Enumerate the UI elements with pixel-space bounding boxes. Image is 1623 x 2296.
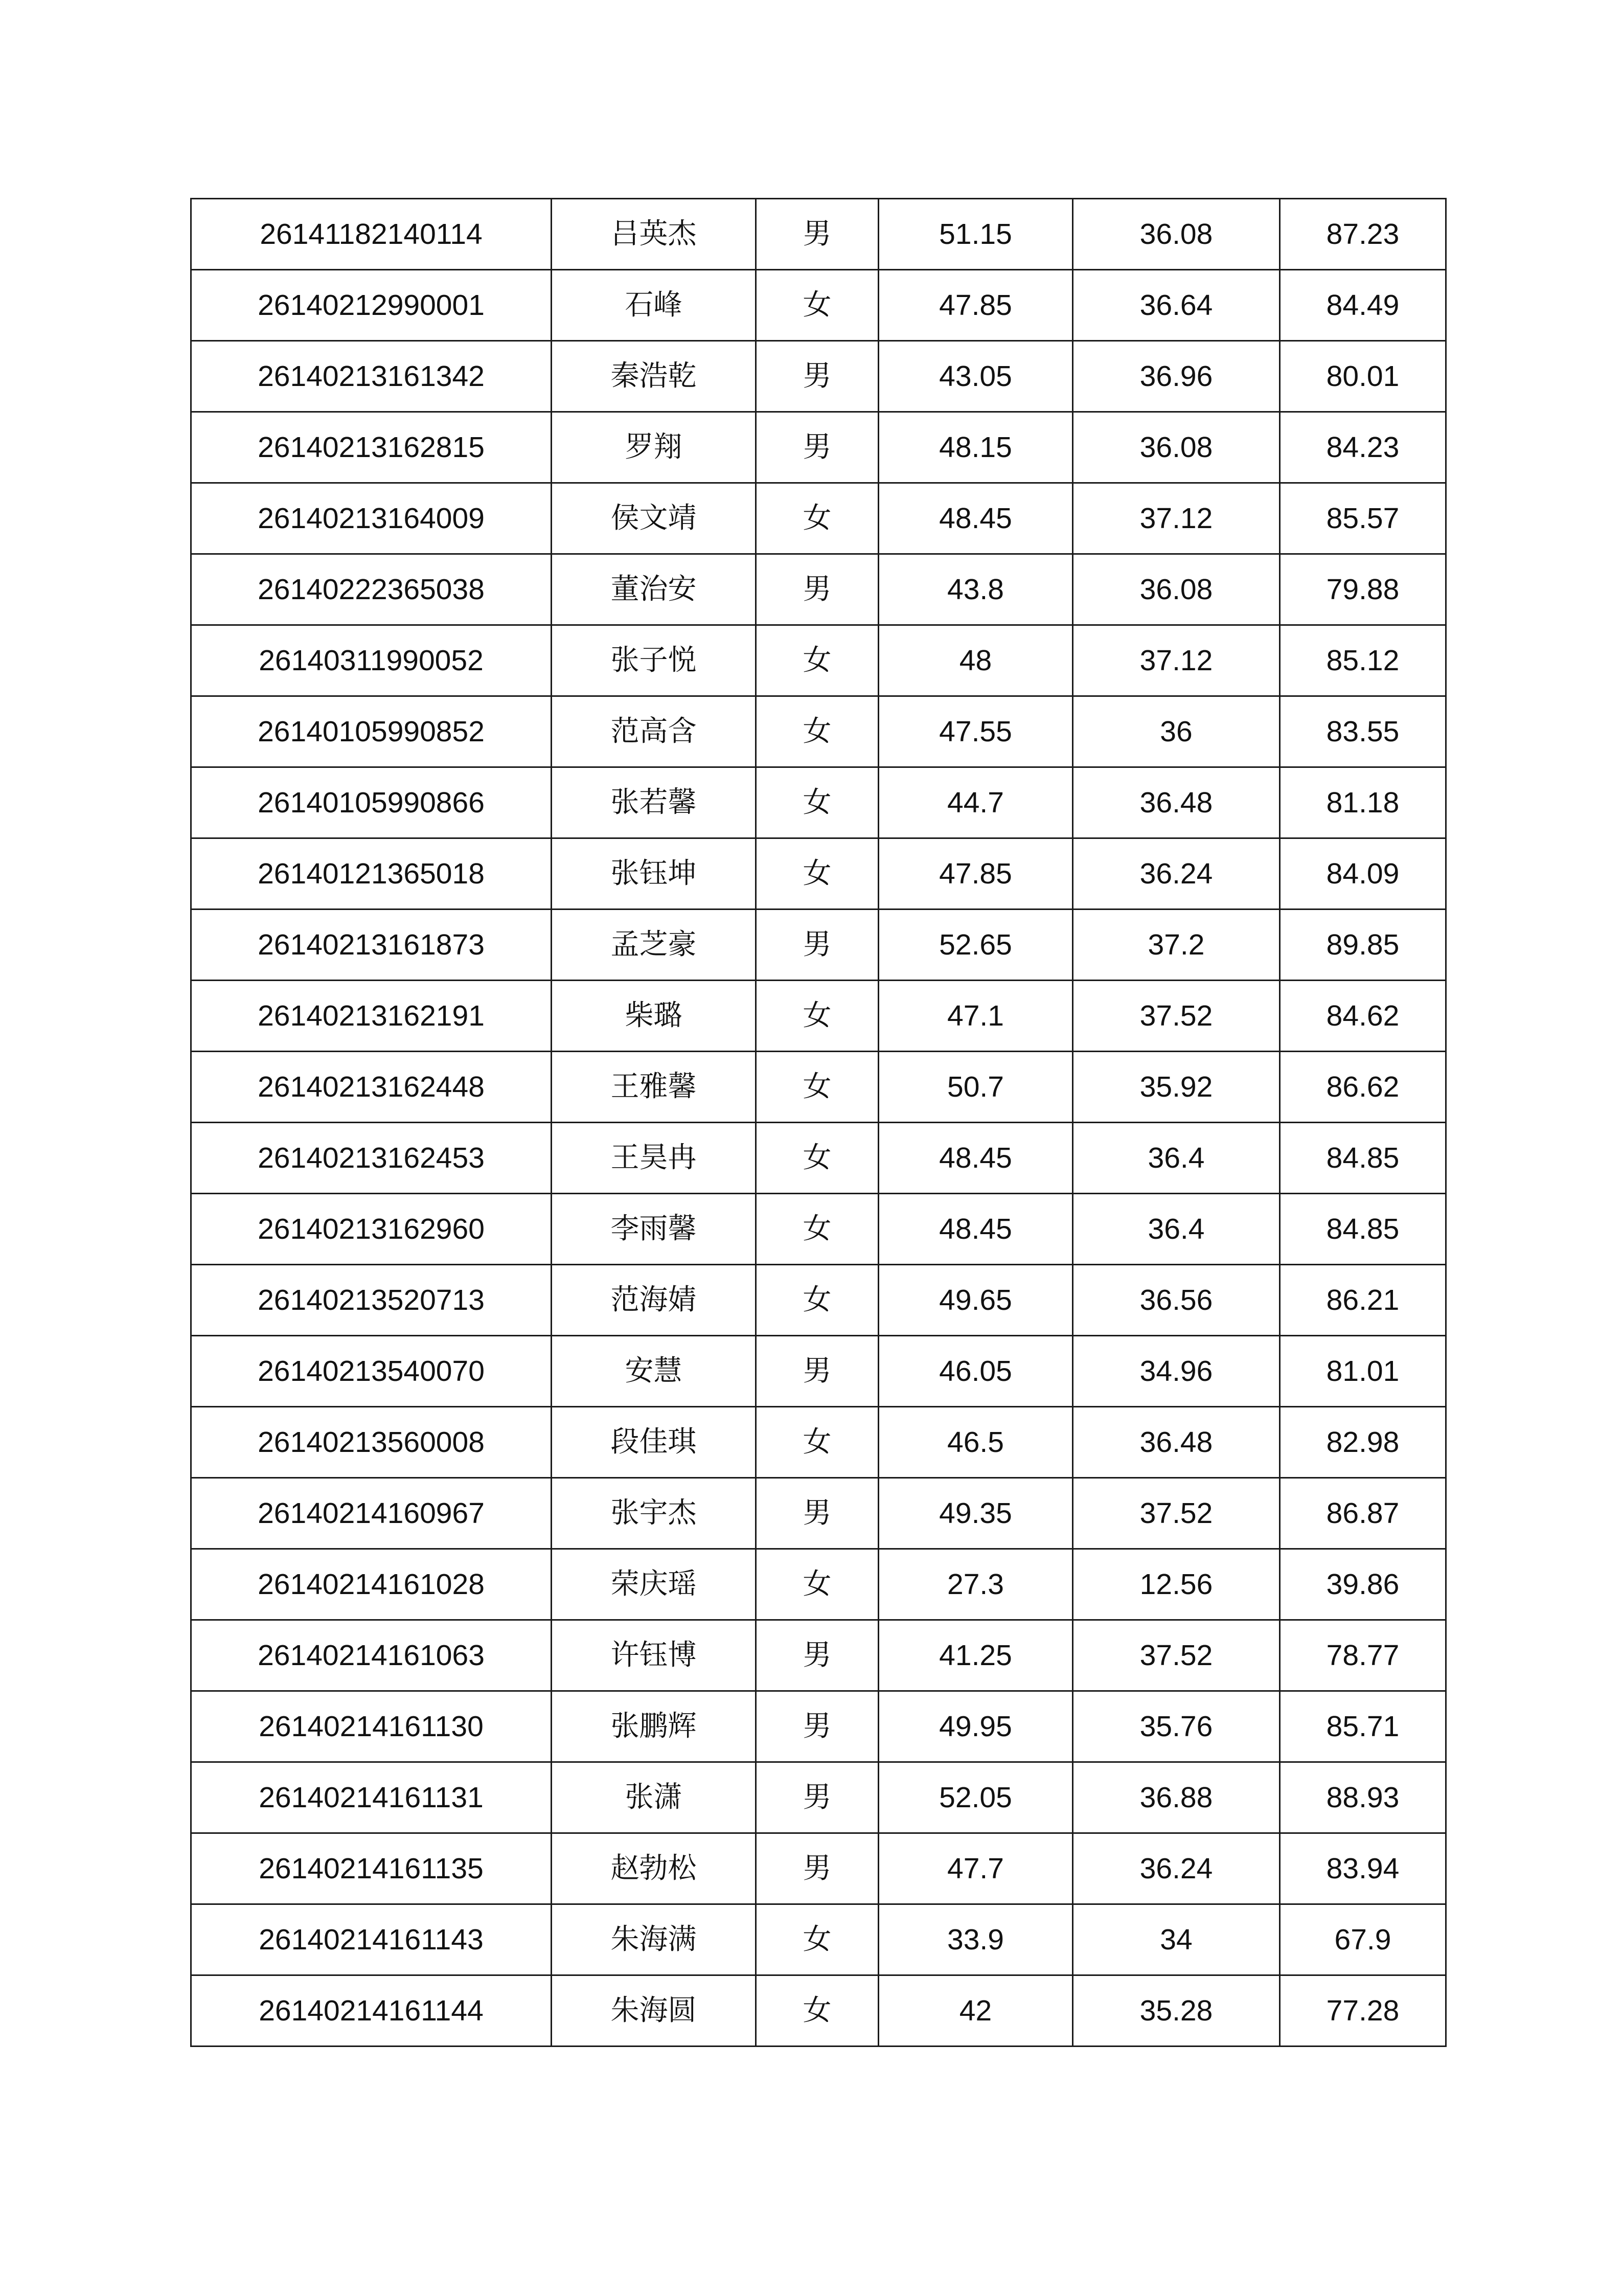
table-row <box>191 1620 1446 1691</box>
total-score-cell: 78.77 <box>1280 1620 1446 1691</box>
score-two-cell: 37.52 <box>1073 1620 1280 1691</box>
score-one-cell: 47.7 <box>879 1833 1073 1904</box>
score-two-cell: 37.12 <box>1073 483 1280 554</box>
score-one-cell: 48.45 <box>879 1194 1073 1265</box>
candidate-id-cell: 26140213520713 <box>191 1265 552 1336</box>
score-two-cell: 36.88 <box>1073 1762 1280 1833</box>
candidate-name-cell: 范高含 <box>552 696 756 767</box>
score-two-cell: 37.2 <box>1073 910 1280 981</box>
total-score-cell: 80.01 <box>1280 341 1446 412</box>
candidate-name-cell: 赵勃松 <box>552 1833 756 1904</box>
gender-cell: 女 <box>756 1194 879 1265</box>
candidate-name-cell: 张潇 <box>552 1762 756 1833</box>
score-two-cell: 36.08 <box>1073 554 1280 625</box>
candidate-id-cell: 26140213161873 <box>191 910 552 981</box>
gender-cell: 女 <box>756 1052 879 1123</box>
gender-cell: 男 <box>756 1478 879 1549</box>
score-two-cell: 35.28 <box>1073 1975 1280 2047</box>
score-two-cell: 36.08 <box>1073 199 1280 270</box>
score-two-cell: 34 <box>1073 1904 1280 1975</box>
total-score-cell: 86.21 <box>1280 1265 1446 1336</box>
table-row <box>191 1336 1446 1407</box>
candidate-name-cell: 侯文靖 <box>552 483 756 554</box>
table-row <box>191 1762 1446 1833</box>
gender-cell: 女 <box>756 483 879 554</box>
total-score-cell: 84.09 <box>1280 838 1446 910</box>
candidate-name-cell: 荣庆瑶 <box>552 1549 756 1620</box>
gender-cell: 男 <box>756 1691 879 1762</box>
total-score-cell: 83.94 <box>1280 1833 1446 1904</box>
candidate-id-cell: 26140213161342 <box>191 341 552 412</box>
score-two-cell: 36.64 <box>1073 270 1280 341</box>
total-score-cell: 86.87 <box>1280 1478 1446 1549</box>
score-one-cell: 47.55 <box>879 696 1073 767</box>
total-score-cell: 39.86 <box>1280 1549 1446 1620</box>
candidate-name-cell: 董治安 <box>552 554 756 625</box>
candidate-id-cell: 26140214161130 <box>191 1691 552 1762</box>
candidate-name-cell: 柴璐 <box>552 981 756 1052</box>
score-two-cell: 12.56 <box>1073 1549 1280 1620</box>
total-score-cell: 79.88 <box>1280 554 1446 625</box>
table-row <box>191 1691 1446 1762</box>
score-two-cell: 36.4 <box>1073 1194 1280 1265</box>
score-two-cell: 36.48 <box>1073 767 1280 838</box>
score-one-cell: 48.45 <box>879 1123 1073 1194</box>
candidate-id-cell: 26140214161143 <box>191 1904 552 1975</box>
candidate-id-cell: 26140214161144 <box>191 1975 552 2047</box>
candidate-id-cell: 26140214161028 <box>191 1549 552 1620</box>
candidate-name-cell: 张子悦 <box>552 625 756 696</box>
gender-cell: 男 <box>756 412 879 483</box>
table-row <box>191 981 1446 1052</box>
gender-cell: 男 <box>756 1336 879 1407</box>
gender-cell: 男 <box>756 1762 879 1833</box>
score-one-cell: 43.8 <box>879 554 1073 625</box>
table-row <box>191 554 1446 625</box>
candidate-name-cell: 吕英杰 <box>552 199 756 270</box>
total-score-cell: 82.98 <box>1280 1407 1446 1478</box>
score-one-cell: 52.05 <box>879 1762 1073 1833</box>
candidate-name-cell: 张钰坤 <box>552 838 756 910</box>
candidate-name-cell: 段佳琪 <box>552 1407 756 1478</box>
score-one-cell: 46.05 <box>879 1336 1073 1407</box>
candidate-name-cell: 孟芝豪 <box>552 910 756 981</box>
candidate-id-cell: 26140311990052 <box>191 625 552 696</box>
total-score-cell: 88.93 <box>1280 1762 1446 1833</box>
score-two-cell: 37.52 <box>1073 1478 1280 1549</box>
gender-cell: 女 <box>756 767 879 838</box>
table-row <box>191 767 1446 838</box>
gender-cell: 女 <box>756 696 879 767</box>
table-row <box>191 1407 1446 1478</box>
total-score-cell: 84.49 <box>1280 270 1446 341</box>
candidate-name-cell: 朱海圆 <box>552 1975 756 2047</box>
table-row <box>191 625 1446 696</box>
score-one-cell: 50.7 <box>879 1052 1073 1123</box>
candidate-id-cell: 26140212990001 <box>191 270 552 341</box>
candidate-name-cell: 张若馨 <box>552 767 756 838</box>
total-score-cell: 67.9 <box>1280 1904 1446 1975</box>
candidate-id-cell: 26140121365018 <box>191 838 552 910</box>
table-row <box>191 270 1446 341</box>
gender-cell: 女 <box>756 625 879 696</box>
table-row <box>191 1833 1446 1904</box>
score-one-cell: 49.65 <box>879 1265 1073 1336</box>
table-row <box>191 483 1446 554</box>
table-row <box>191 838 1446 910</box>
candidate-id-cell: 26140214161063 <box>191 1620 552 1691</box>
gender-cell: 女 <box>756 981 879 1052</box>
table-row <box>191 1975 1446 2047</box>
score-two-cell: 36.24 <box>1073 838 1280 910</box>
score-one-cell: 33.9 <box>879 1904 1073 1975</box>
candidate-name-cell: 石峰 <box>552 270 756 341</box>
score-one-cell: 44.7 <box>879 767 1073 838</box>
table-row <box>191 1052 1446 1123</box>
table-row <box>191 1265 1446 1336</box>
score-two-cell: 37.12 <box>1073 625 1280 696</box>
score-two-cell: 36.24 <box>1073 1833 1280 1904</box>
score-table <box>190 198 1447 2047</box>
total-score-cell: 77.28 <box>1280 1975 1446 2047</box>
score-one-cell: 46.5 <box>879 1407 1073 1478</box>
score-two-cell: 36.08 <box>1073 412 1280 483</box>
table-row <box>191 1194 1446 1265</box>
candidate-id-cell: 26140213162815 <box>191 412 552 483</box>
candidate-id-cell: 26140213164009 <box>191 483 552 554</box>
score-one-cell: 47.85 <box>879 838 1073 910</box>
candidate-name-cell: 张鹏辉 <box>552 1691 756 1762</box>
gender-cell: 女 <box>756 1549 879 1620</box>
total-score-cell: 81.01 <box>1280 1336 1446 1407</box>
score-table-body <box>191 199 1446 2047</box>
candidate-name-cell: 王昊冉 <box>552 1123 756 1194</box>
table-row <box>191 341 1446 412</box>
table-row <box>191 1549 1446 1620</box>
score-two-cell: 35.92 <box>1073 1052 1280 1123</box>
candidate-id-cell: 26140105990852 <box>191 696 552 767</box>
total-score-cell: 86.62 <box>1280 1052 1446 1123</box>
table-row <box>191 1904 1446 1975</box>
score-one-cell: 47.85 <box>879 270 1073 341</box>
candidate-name-cell: 王雅馨 <box>552 1052 756 1123</box>
score-one-cell: 41.25 <box>879 1620 1073 1691</box>
gender-cell: 男 <box>756 341 879 412</box>
score-one-cell: 52.65 <box>879 910 1073 981</box>
score-one-cell: 49.95 <box>879 1691 1073 1762</box>
total-score-cell: 85.57 <box>1280 483 1446 554</box>
candidate-id-cell: 26140213162191 <box>191 981 552 1052</box>
total-score-cell: 89.85 <box>1280 910 1446 981</box>
candidate-id-cell: 26140214160967 <box>191 1478 552 1549</box>
score-one-cell: 47.1 <box>879 981 1073 1052</box>
score-two-cell: 36.4 <box>1073 1123 1280 1194</box>
candidate-name-cell: 张宇杰 <box>552 1478 756 1549</box>
table-row <box>191 1123 1446 1194</box>
candidate-id-cell: 26140213540070 <box>191 1336 552 1407</box>
candidate-name-cell: 朱海满 <box>552 1904 756 1975</box>
total-score-cell: 87.23 <box>1280 199 1446 270</box>
score-one-cell: 42 <box>879 1975 1073 2047</box>
score-one-cell: 43.05 <box>879 341 1073 412</box>
score-one-cell: 48.15 <box>879 412 1073 483</box>
gender-cell: 男 <box>756 554 879 625</box>
score-two-cell: 36.56 <box>1073 1265 1280 1336</box>
score-two-cell: 36.96 <box>1073 341 1280 412</box>
score-one-cell: 48 <box>879 625 1073 696</box>
score-one-cell: 48.45 <box>879 483 1073 554</box>
candidate-name-cell: 罗翔 <box>552 412 756 483</box>
score-two-cell: 35.76 <box>1073 1691 1280 1762</box>
gender-cell: 女 <box>756 1265 879 1336</box>
gender-cell: 男 <box>756 1620 879 1691</box>
score-two-cell: 36 <box>1073 696 1280 767</box>
candidate-id-cell: 26140222365038 <box>191 554 552 625</box>
gender-cell: 男 <box>756 1833 879 1904</box>
score-one-cell: 51.15 <box>879 199 1073 270</box>
gender-cell: 女 <box>756 838 879 910</box>
table-row <box>191 412 1446 483</box>
table-row <box>191 1478 1446 1549</box>
gender-cell: 女 <box>756 270 879 341</box>
candidate-id-cell: 26140213162448 <box>191 1052 552 1123</box>
total-score-cell: 84.62 <box>1280 981 1446 1052</box>
score-one-cell: 27.3 <box>879 1549 1073 1620</box>
candidate-name-cell: 许钰博 <box>552 1620 756 1691</box>
total-score-cell: 83.55 <box>1280 696 1446 767</box>
gender-cell: 女 <box>756 1975 879 2047</box>
candidate-name-cell: 秦浩乾 <box>552 341 756 412</box>
candidate-name-cell: 安慧 <box>552 1336 756 1407</box>
candidate-id-cell: 26140213162960 <box>191 1194 552 1265</box>
total-score-cell: 85.71 <box>1280 1691 1446 1762</box>
total-score-cell: 84.85 <box>1280 1194 1446 1265</box>
score-two-cell: 37.52 <box>1073 981 1280 1052</box>
table-row <box>191 696 1446 767</box>
gender-cell: 男 <box>756 199 879 270</box>
candidate-name-cell: 范海婧 <box>552 1265 756 1336</box>
candidate-id-cell: 26140105990866 <box>191 767 552 838</box>
score-one-cell: 49.35 <box>879 1478 1073 1549</box>
total-score-cell: 81.18 <box>1280 767 1446 838</box>
table-row <box>191 199 1446 270</box>
candidate-id-cell: 26140214161131 <box>191 1762 552 1833</box>
gender-cell: 女 <box>756 1904 879 1975</box>
gender-cell: 女 <box>756 1123 879 1194</box>
gender-cell: 女 <box>756 1407 879 1478</box>
score-two-cell: 36.48 <box>1073 1407 1280 1478</box>
candidate-id-cell: 26140214161135 <box>191 1833 552 1904</box>
candidate-id-cell: 26140213560008 <box>191 1407 552 1478</box>
total-score-cell: 84.85 <box>1280 1123 1446 1194</box>
total-score-cell: 85.12 <box>1280 625 1446 696</box>
candidate-name-cell: 李雨馨 <box>552 1194 756 1265</box>
table-row <box>191 910 1446 981</box>
candidate-id-cell: 26141182140114 <box>191 199 552 270</box>
total-score-cell: 84.23 <box>1280 412 1446 483</box>
candidate-id-cell: 26140213162453 <box>191 1123 552 1194</box>
gender-cell: 男 <box>756 910 879 981</box>
score-two-cell: 34.96 <box>1073 1336 1280 1407</box>
